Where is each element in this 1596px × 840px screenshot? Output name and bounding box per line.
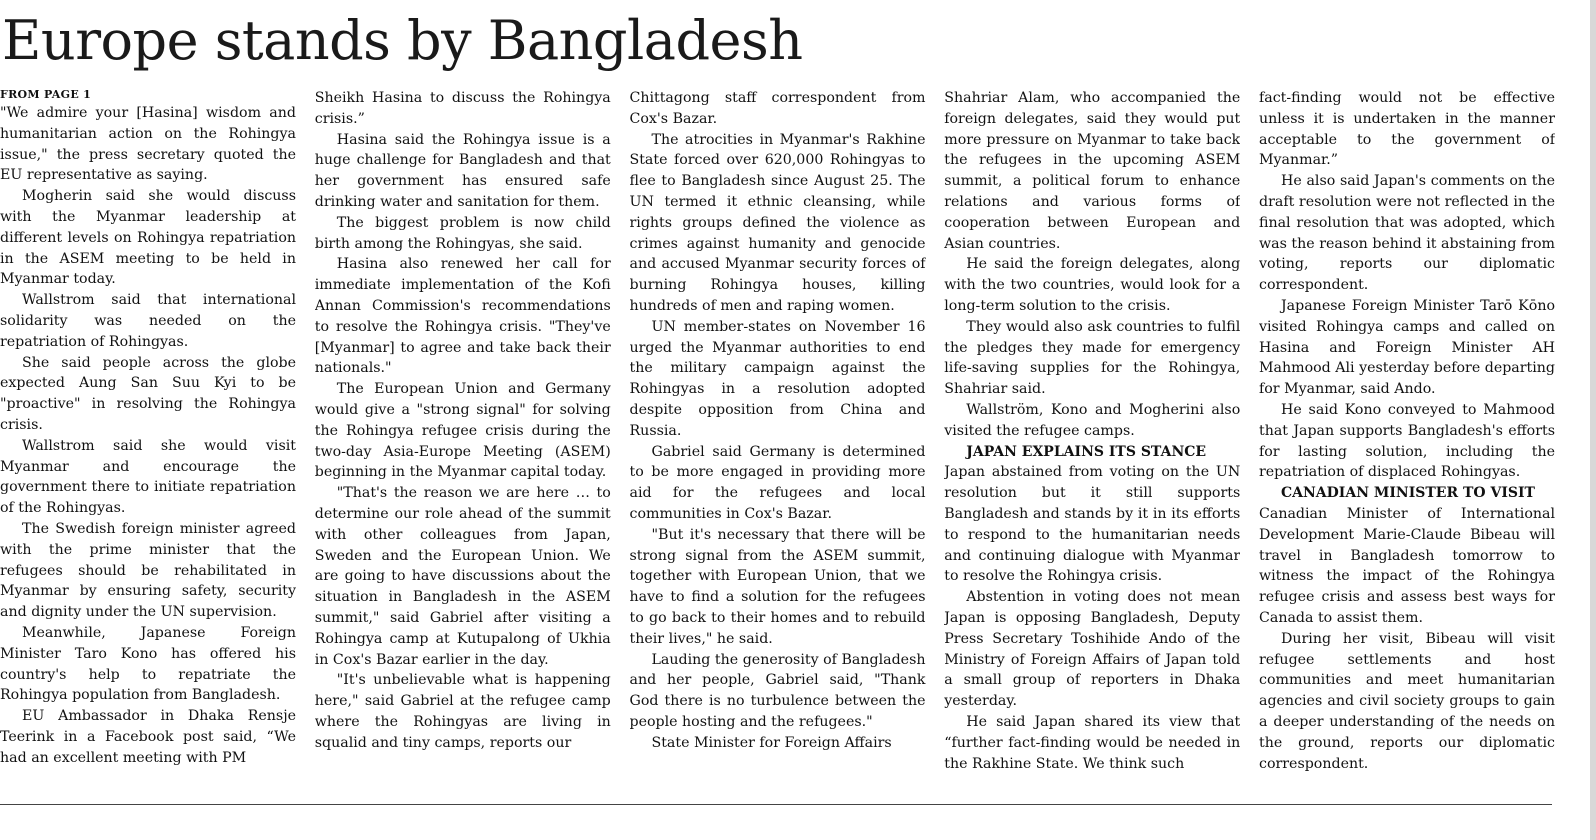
paragraph: Japan abstained from voting on the UN resolution but it still supports Bangladesh and stands by it in its efforts to respond to the humanitarian needs and continuing dialogue with Myanmar to resolve the Rohingya crisis. [944,464,1241,585]
paragraph: Abstention in voting does not mean Japan is opposing Bangladesh, Deputy Press Secretary Toshihide Ando of the Ministry of Foreign Affairs of Japan told a small group of reporters in Dhaka yesterday. [944,589,1241,710]
paragraph: The atrocities in Myanmar's Rakhine State forced over 620,000 Rohingyas to flee to Bangladesh since August 25. The UN termed it ethnic cleansing, while rights groups defined the violence as crimes against humanity and genocide and accused Myanmar security forces of burning Rohingya houses, killing hundreds of men and raping women. [629,131,926,314]
paragraph: Hasina also renewed her call for immediate implementation of the Kofi Annan Commission's recommendations to resolve the Rohingya crisis. "They've [Myanmar] to agree and take back their nationals." [314,256,611,377]
paragraph: The biggest problem is now child birth among the Rohingyas, she said. [314,214,611,252]
column-5 [1259,88,1555,808]
paragraph: He said Kono conveyed to Mahmood that Japan supports Bangladesh's efforts for lasting solution, including the repatriation of displaced Rohingyas. [1259,401,1555,481]
subhead-japan: JAPAN EXPLAINS ITS STANCE [966,443,1207,460]
paragraph: "But it's necessary that there will be strong signal from the ASEM summit, together with European Union, that we have to find a solution for the refugees to go back to their homes and to rebuild their lives," he said. [629,526,926,647]
paragraph: "That's the reason we are here … to determine our role ahead of the summit with other colleagues from Japan, Sweden and the European Union. We are going to have discussions about the situation in Bangladesh in the ASEM summit," said Gabriel after visiting a Rohingya camp at Kutupalong of Ukhia in Cox's Bazar earlier in the day. [314,485,611,668]
paragraph: During her visit, Bibeau will visit refugee settlements and host communities and meet humanitarian agencies and civil society groups to gain a deeper understanding of the needs on the ground, reports our diplomatic correspondent. [1259,630,1555,772]
paragraph: He also said Japan's comments on the draft resolution were not reflected in the final resolution that was adopted, which was the reason behind it abstaining from voting, reports our diplomatic correspondent. [1259,173,1555,294]
column-1 [0,88,296,808]
page-edge [1590,0,1596,840]
headline: Europe stands by Bangladesh [2,9,803,72]
paragraph: Lauding the generosity of Bangladesh and her people, Gabriel said, "Thank God there is no turbulence between the people hosting and the refugees." [629,651,926,730]
paragraph: "It's unbelievable what is happening here," said Gabriel at the refugee camp where the Rohingyas are living in squalid and tiny camps, reports our [314,672,611,751]
paragraph: Hasina said the Rohingya issue is a huge challenge for Bangladesh and that her government has ensured safe drinking water and sanitation for them. [314,131,611,210]
paragraph: She said people across the globe expected Aung San Suu Kyi to be "proactive" in resolving the Rohingya crisis. [0,354,296,433]
paragraph: State Minister for Foreign Affairs [651,734,892,751]
jump-line: FROM PAGE 1 [0,88,92,101]
paragraph: Wallström, Kono and Mogherini also visited the refugee camps. [944,401,1241,439]
paragraph: Wallstrom said she would visit Myanmar and encourage the government there to initiate repatriation of the Rohingyas. [0,437,296,517]
paragraph: Japanese Foreign Minister Tarō Kōno visited Rohingya camps and called on Hasina and Foreign Minister AH Mahmood Ali yesterday before departing for Myanmar, said Ando. [1259,297,1555,398]
article-body [0,88,1583,808]
paragraph: Sheikh Hasina to discuss the Rohingya crisis.” [314,90,611,127]
bottom-rule [0,804,1552,805]
paragraph: EU Ambassador in Dhaka Rensje Teerink in a Facebook post said, “We had an excellent meeting with PM [0,708,296,766]
paragraph: Chittagong staff correspondent from Cox's Bazar. [629,90,926,127]
paragraph: Gabriel said Germany is determined to be more engaged in providing more aid for the refugees and local communities in Cox's Bazar. [629,443,926,522]
paragraph: Meanwhile, Japanese Foreign Minister Taro Kono has offered his country's help to repatriate the Rohingya population from Bangladesh. [0,624,296,704]
paragraph: UN member-states on November 16 urged the Myanmar authorities to end the military campaign against the Rohingyas in a resolution adopted despite opposition from China and Russia. [629,318,926,439]
column-2 [315,88,611,808]
subhead-canada: CANADIAN MINISTER TO VISIT [1281,485,1535,502]
paragraph: Canadian Minister of International Development Marie-Claude Bibeau will travel in Bangladesh tomorrow to witness the impact of the Rohingya refugee crisis and assess best ways for Canada to assist them. [1259,505,1555,626]
paragraph: Mogherin said she would discuss with the Myanmar leadership at different levels on Rohingya repatriation in the ASEM meeting to be held in Myanmar today. [0,188,296,288]
paragraph: The Swedish foreign minister agreed with the prime minister that the refugees should be rehabilitated in Myanmar by ensuring safety, security and dignity under the UN supervision. [0,520,296,621]
paragraph: They would also ask countries to fulfil the pledges they made for emergency life-saving supplies for the Rohingya, Shahriar said. [944,318,1241,398]
column-4 [944,88,1240,808]
paragraph: fact-finding would not be effective unless it is undertaken in the manner acceptable to the government of Myanmar.” [1259,90,1555,169]
column-3 [630,88,926,808]
paragraph: Wallstrom said that international solidarity was needed on the repatriation of Rohingyas. [0,292,296,350]
paragraph: The European Union and Germany would give a "strong signal" for solving the Rohingya refugee crisis during the two-day Asia-Europe Meeting (ASEM) beginning in the Myanmar capital today. [314,381,611,481]
paragraph: Shahriar Alam, who accompanied the foreign delegates, said they would put more pressure on Myanmar to take back the refugees in the upcoming ASEM summit, a political forum to enhance relations and various forms of cooperation between European and Asian countries. [944,90,1241,252]
paragraph: "We admire your [Hasina] wisdom and humanitarian action on the Rohingya issue," the press secretary quoted the EU representative as saying. [0,105,296,184]
paragraph: He said Japan shared its view that “further fact-finding would be needed in the Rakhine State. We think such [944,713,1241,772]
paragraph: He said the foreign delegates, along with the two countries, would look for a long-term solution to the crisis. [944,256,1241,314]
